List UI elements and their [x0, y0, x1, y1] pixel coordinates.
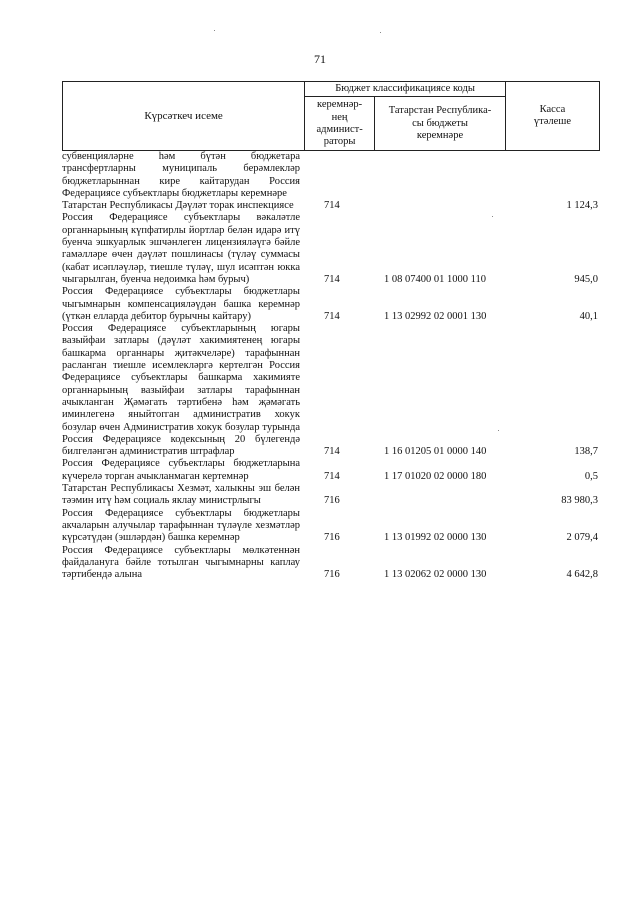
- cash-amount: 83 980,3: [561, 495, 598, 507]
- header-cash-execution: Касса үтәлеше: [505, 82, 599, 151]
- table-header: [62, 81, 600, 151]
- indicator-name: субвенцияләрнe һәм бүтән бюджетара трансфертларны муниципаль берәмлекләр бюджетларыннан кире кайтарудан Россия Федерациясе субъектлары бюджетлары керемнәре: [62, 151, 300, 199]
- cash-amount: 4 642,8: [566, 569, 598, 581]
- header-revenue-administrator: керемнәр- нең админист- раторы: [305, 97, 375, 151]
- cash-amount: 138,7: [574, 446, 598, 458]
- cash-amount: 2 079,4: [566, 532, 598, 544]
- scan-speck: [498, 430, 499, 431]
- revenue-code: 1 16 01205 01 0000 140: [384, 446, 487, 458]
- administrator-code: 714: [324, 273, 340, 285]
- header-tatarstan-revenues: Татарстан Республика- сы бюджеты керемнәре: [375, 97, 506, 151]
- scan-speck: [492, 216, 493, 217]
- cash-amount: 1 124,3: [566, 200, 598, 212]
- table-row: [62, 286, 600, 323]
- indicator-name: Россия Федерациясе субъектлары бюджетлары акчаларын алучылар тарафыннан түләүле хезмәтләр күрсәтүдән (эшләрдән) башка керемнәр: [62, 507, 300, 544]
- administrator-code: 716: [324, 532, 340, 544]
- administrator-code: 716: [324, 569, 340, 581]
- cash-amount: 40,1: [579, 310, 598, 322]
- header-indicator-name: Күрсәткеч исеме: [63, 82, 305, 151]
- table-body: [62, 151, 600, 581]
- scan-speck: [380, 32, 381, 33]
- indicator-name: Россия Федерациясе субъектларының югары вазыйфаи затлары (дәүләт хакимиятенең югары башкарма органнары җитәкчеләре) тарафыннан расланган тиешле исемлекләргә кертелгән Россия Федерациясе субъектлары башкарма хакимияте органнарының вазыйфаи затлары тарафыннан ачыкланган Җәмәгать тәртибенә һәм җәмәгать иминлегенә яныйтorган административ хокук бозулар өчен Административ хокук бозулар турында Россия Федерациясе кодексының 20 бүлегендә билгеләнгән административ штрафлар: [62, 323, 300, 458]
- revenue-code: 1 17 01020 02 0000 180: [384, 470, 487, 482]
- revenue-code: 1 13 02062 02 0000 130: [384, 569, 487, 581]
- table-row: [62, 212, 600, 286]
- revenue-code: 1 13 01992 02 0000 130: [384, 532, 487, 544]
- table-row: [62, 483, 600, 508]
- revenue-code: 1 08 07400 01 1000 110: [384, 273, 486, 285]
- administrator-code: 714: [324, 200, 340, 212]
- header-budget-classification: Бюджет классификациясе коды: [305, 82, 506, 97]
- indicator-name: Россия Федерациясе субъектлары бюджетлары чыгымнарын компенсацияләүдән башка керемнәр (үткән елларда дебитор бурычны кайтару): [62, 286, 300, 322]
- table-row: [62, 151, 600, 200]
- page-number: 71: [314, 52, 326, 66]
- table-row: [62, 323, 600, 458]
- table-row: [62, 200, 600, 212]
- indicator-name: Россия Федерациясе субъектлары мөлкәтеннән файдалануга бәйле тотылган чыгымнарны каплау тәртибендә алына: [62, 544, 300, 581]
- indicator-name: Татарстан Республикасы Хезмәт, халыкны эш белән тәэмин итү һәм социаль яклау министрлыгы: [62, 483, 300, 507]
- cash-amount: 945,0: [574, 273, 598, 285]
- administrator-code: 714: [324, 446, 340, 458]
- table-row: [62, 545, 600, 582]
- indicator-name: Россия Федерациясе субъектлары вәкаләтле органнарының күпфатирлы йортлар белән идарә итү буенча эшкуарлык эшчәнлеген лицензияләүгә бәйле гамәлләре өчен дәүләт пошлинасы (түләү суммасы (кабат исәпләүләр, тиешле түләү, шул исәптән юкка чыгарылган, буенча недоимка һәм бурыч): [62, 212, 300, 285]
- table-row: [62, 508, 600, 545]
- administrator-code: 714: [324, 310, 340, 322]
- cash-amount: 0,5: [584, 470, 598, 482]
- indicator-name: Россия Федерациясе субъектлары бюджетларына күчерелә торган ачыкланмаган кертемнәр: [62, 458, 300, 482]
- indicator-name: Татарстан Республикасы Дәүләт торак инспекциясе: [62, 200, 294, 212]
- administrator-code: 716: [324, 495, 340, 507]
- scan-speck: [214, 30, 215, 31]
- administrator-code: 714: [324, 470, 340, 482]
- table-row: [62, 458, 600, 483]
- revenue-code: 1 13 02992 02 0001 130: [384, 310, 487, 322]
